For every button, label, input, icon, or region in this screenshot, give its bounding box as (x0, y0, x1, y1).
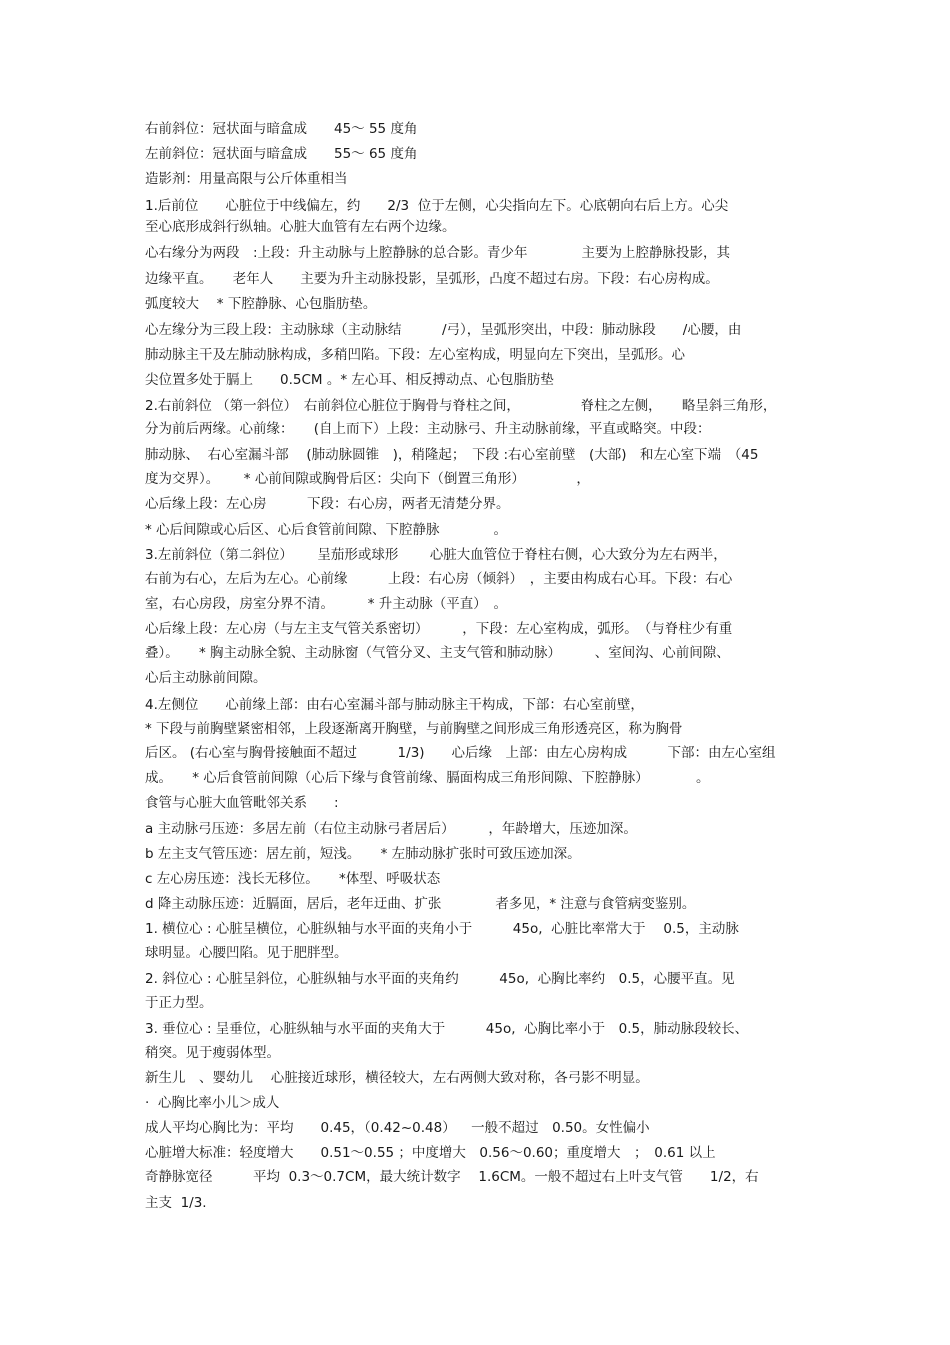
text-line: 奇静脉宽径 平均 0.3～0.7CM，最大统计数字 1.6CM。一般不超过右上叶支气管 1/2，右 (145, 1169, 759, 1185)
text-line: 度为交界）。 * 心前间隙或胸骨后区：尖向下（倒置三角形） ， (145, 471, 590, 487)
text-line: 稍突。见于瘦弱体型。 (145, 1045, 280, 1061)
text-line: 3. 垂位心 : 呈垂位，心脏纵轴与水平面的夹角大于 45o, 心胸比率小于 0.5，肺动脉段较长、 (145, 1021, 749, 1037)
text-line: 4.左侧位 心前缘上部：由右心室漏斗部与肺动脉主干构成，下部：右心室前壁， (145, 697, 644, 713)
text-line: 主支 1/3. (145, 1195, 207, 1211)
text-line: 心脏增大标准：轻度增大 0.51～0.55 ；中度增大 0.56～0.60；重度增大 ； 0.61 以上 (145, 1145, 716, 1161)
text-line: 1.后前位 心脏位于中线偏左，约 2/3 位于左侧，心尖指向左下。心底朝向右后上方。心尖 (145, 198, 729, 214)
text-line: * 心后间隙或心后区、心后食管前间隙、下腔静脉 。 (145, 522, 508, 538)
text-line: 2.右前斜位 （第一斜位） 右前斜位心脏位于胸骨与脊柱之间， 脊柱之左侧， 略呈斜三角形， (145, 398, 777, 414)
text-line: 肺动脉、 右心室漏斗部 (肺动脉圆锥 )，稍隆起； 下段 :右心室前壁 (大部) 和左心室下端 （45 (145, 447, 759, 463)
text-line: 于正力型。 (145, 995, 213, 1011)
text-line: 3.左前斜位（第二斜位） 呈茄形或球形 心脏大血管位于脊柱右侧，心大致分为左右两半， (145, 547, 727, 563)
text-line: 心后缘上段：左心房 下段：右心房，两者无清楚分界。 (145, 496, 510, 512)
text-line: 后区。 (右心室与胸骨接触面不超过 1/3) 心后缘 上部：由左心房构成 下部：由左心室组 (145, 745, 776, 761)
text-line: 至心底形成斜行纵轴。心脏大血管有左右两个边缘。 (145, 219, 456, 235)
text-line: 成人平均心胸比为：平均 0.45，（0.42~0.48） 一般不超过 0.50。女性偏小 (145, 1120, 650, 1136)
text-line: d 降主动脉压迹：近膈面，居后，老年迂曲、扩张 者多见，* 注意与食管病变鉴别。 (145, 896, 696, 912)
text-line: 1. 横位心 : 心脏呈横位，心脏纵轴与水平面的夹角小于 45o, 心脏比率常大于 0.5，主动脉 (145, 921, 739, 937)
text-line: 心右缘分为两段 :上段：升主动脉与上腔静脉的总合影。青少年 主要为上腔静脉投影，其 (145, 245, 731, 261)
text-line: 食管与心脏大血管毗邻关系 : (145, 795, 339, 811)
text-line: 球明显。心腰凹陷。见于肥胖型。 (145, 945, 348, 961)
text-line: b 左主支气管压迹：居左前，短浅。 * 左肺动脉扩张时可致压迹加深。 (145, 846, 581, 862)
text-line: * 下段与前胸壁紧密相邻，上段逐渐离开胸壁，与前胸壁之间形成三角形透亮区，称为胸骨 (145, 721, 683, 737)
text-line: 叠）。 * 胸主动脉全貌、主动脉窗（气管分叉、主支气管和肺动脉） 、室间沟、心前间隙、 (145, 645, 730, 661)
text-line: 右前为右心，左后为左心。心前缘 上段：右心房（倾斜） ，主要由构成右心耳。下段：右心 (145, 571, 733, 587)
text-line: 室，右心房段，房室分界不清。 * 升主动脉（平直） 。 (145, 596, 508, 612)
text-line: 左前斜位：冠状面与暗盒成 55～ 65 度角 (145, 146, 418, 162)
text-line: 心后缘上段：左心房（与左主支气管关系密切） ，下段：左心室构成，弧形。 （与脊柱少有重 (145, 621, 733, 637)
text-line: · 心胸比率小儿＞成人 (145, 1095, 280, 1111)
text-line: 边缘平直。 老年人 主要为升主动脉投影，呈弧形，凸度不超过右房。下段：右心房构成。 (145, 271, 719, 287)
text-line: 分为前后两缘。心前缘： (自上而下）上段：主动脉弓、升主动脉前缘，平直或略突。中段： (145, 421, 711, 437)
text-line: 肺动脉主干及左肺动脉构成，多稍凹陷。下段：左心室构成，明显向左下突出，呈弧形。心 (145, 347, 685, 363)
text-line: 新生儿 、婴幼儿 心脏接近球形，横径较大，左右两侧大致对称，各弓影不明显。 (145, 1070, 649, 1086)
text-line: 弧度较大 * 下腔静脉、心包脂肪垫。 (145, 296, 377, 312)
text-line: 2. 斜位心 : 心脏呈斜位，心脏纵轴与水平面的夹角约 45o, 心胸比率约 0.5，心腰平直。见 (145, 971, 735, 987)
text-line: 成。 * 心后食管前间隙（心后下缘与食管前缘、膈面构成三角形间隙、下腔静脉） 。 (145, 770, 710, 786)
text-line: 右前斜位：冠状面与暗盒成 45～ 55 度角 (145, 121, 418, 137)
text-line: a 主动脉弓压迹：多居左前（右位主动脉弓者居后） ，年龄增大，压迹加深。 (145, 821, 637, 837)
text-line: 尖位置多处于膈上 0.5CM 。* 左心耳、相反搏动点、心包脂肪垫 (145, 372, 554, 388)
text-line: 心后主动脉前间隙。 (145, 670, 267, 686)
text-line: 心左缘分为三段上段：主动脉球（主动脉结 /弓），呈弧形突出，中段：肺动脉段 /心腰，由 (145, 322, 742, 338)
text-line: c 左心房压迹：浅长无移位。 *体型、呼吸状态 (145, 871, 441, 887)
text-line: 造影剂：用量高限与公斤体重相当 (145, 171, 348, 187)
